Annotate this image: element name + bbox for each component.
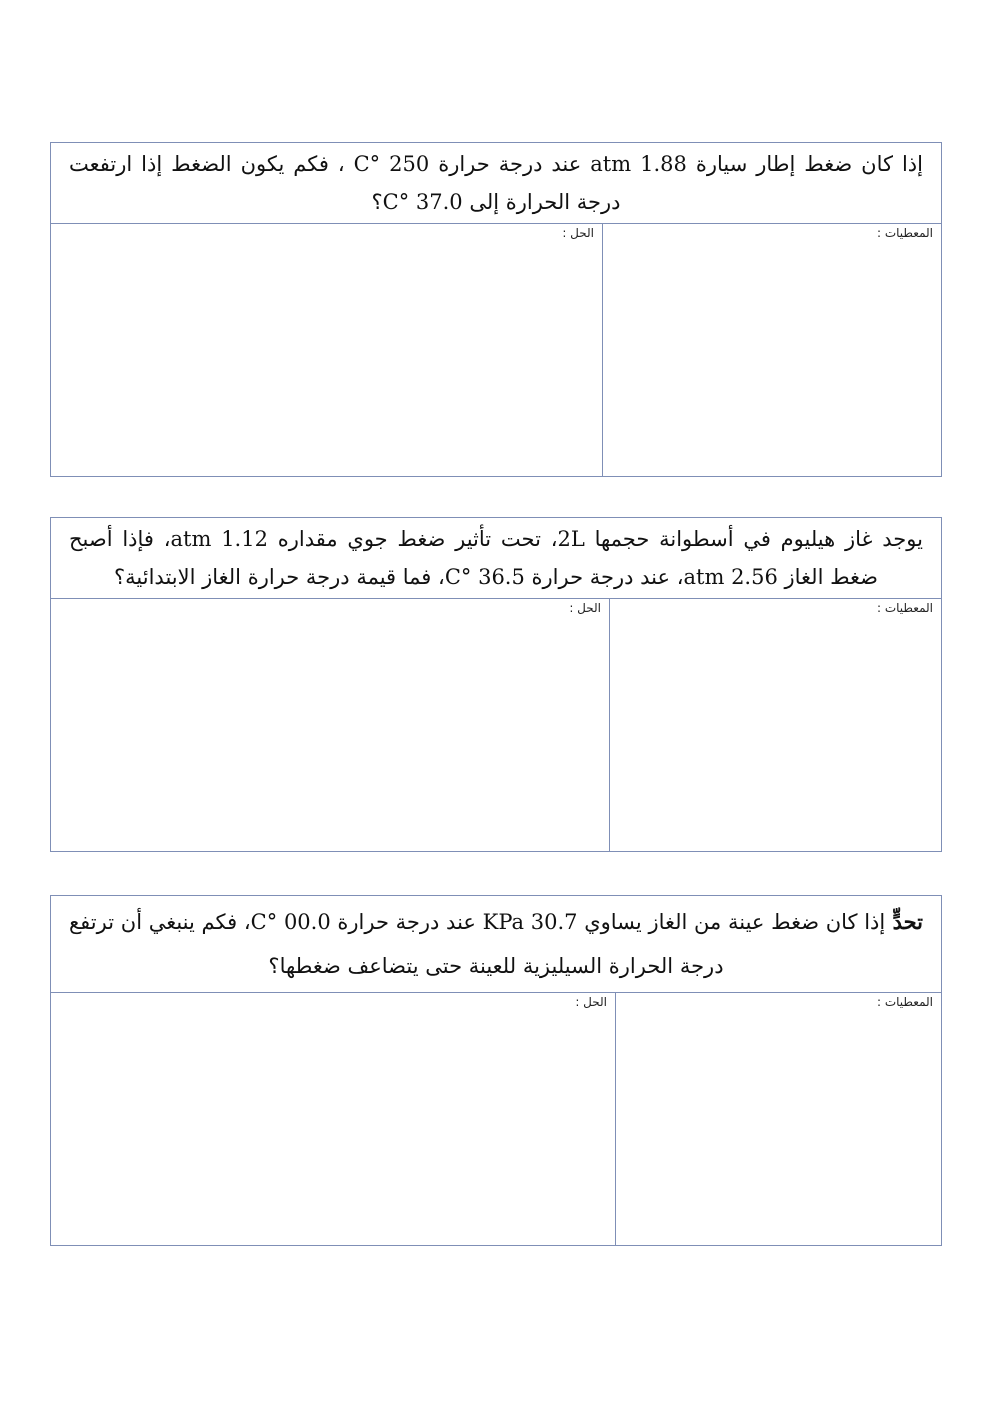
given-column[interactable] xyxy=(616,993,941,1245)
problem-2 xyxy=(50,517,942,852)
question-text xyxy=(69,145,923,221)
question-box xyxy=(51,518,941,599)
solution-column[interactable] xyxy=(51,993,616,1245)
question-box xyxy=(51,143,941,224)
solution-label: الحل : xyxy=(575,995,607,1009)
solution-label: الحل : xyxy=(569,601,601,615)
solution-label: الحل : xyxy=(562,226,594,240)
given-label: المعطيات : xyxy=(877,601,933,615)
answer-area xyxy=(51,599,941,851)
question-text xyxy=(69,900,923,988)
given-label: المعطيات : xyxy=(877,995,933,1009)
problem-3 xyxy=(50,895,942,1246)
solution-column[interactable] xyxy=(51,599,610,851)
question-body: إذا كان ضغط إطار سيارة 1.88 atm عند درجة حرارة 250 °C ، فكم يكون الضغط إذا ارتفعت درجة الحرارة إلى 37.0 °C؟ xyxy=(69,152,923,214)
question-body: يوجد غاز هيليوم في أسطوانة حجمها 2L، تحت تأثير ضغط جوي مقداره 1.12 atm، فإذا أصبح ضغط الغاز 2.56 atm، عند درجة حرارة 36.5 °C، فما قيمة درجة حرارة الغاز الابتدائية؟ xyxy=(69,527,923,589)
question-body: إذا كان ضغط عينة من الغاز يساوي 30.7 KPa عند درجة حرارة 00.0 °C، فكم ينبغي أن ترتفع درجة الحرارة السيليزية للعينة حتى يتضاعف ضغطها؟ xyxy=(69,910,886,978)
question-prefix: تحدٍّ xyxy=(885,909,924,934)
problem-1 xyxy=(50,142,942,477)
solution-column[interactable] xyxy=(51,224,603,476)
given-column[interactable] xyxy=(610,599,941,851)
answer-area xyxy=(51,993,941,1245)
given-label: المعطيات : xyxy=(877,226,933,240)
answer-area xyxy=(51,224,941,476)
given-column[interactable] xyxy=(603,224,941,476)
question-text xyxy=(69,520,923,596)
question-box xyxy=(51,896,941,993)
